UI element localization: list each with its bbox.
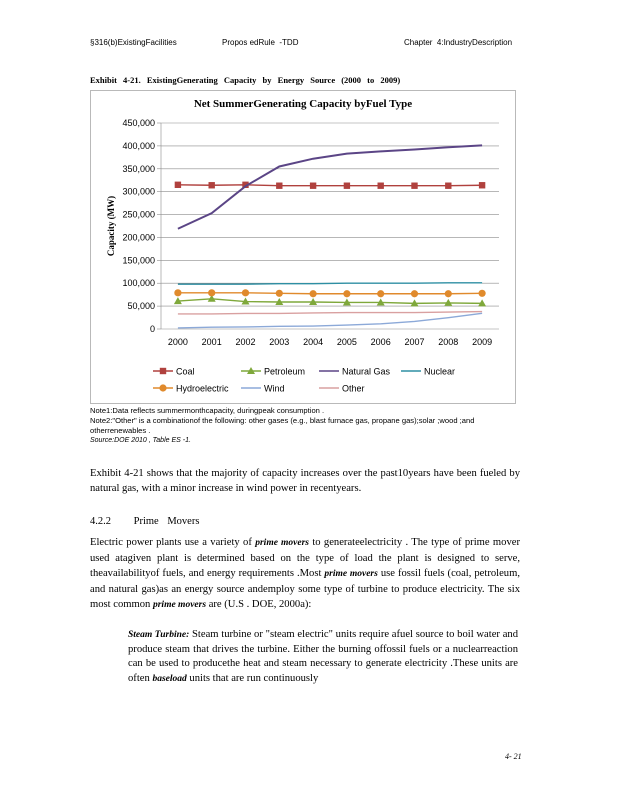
x-tick-label: 2004	[303, 337, 324, 347]
legend-label: Natural Gas	[342, 366, 391, 377]
note-2: Note2:"Other" is a combinationof the following: other gases (e.g., blast furnace gas, propane gas);solar ;wood ;and otherrenewables .	[90, 416, 475, 435]
text-run: units that are run continuously	[189, 672, 319, 684]
series-line	[178, 299, 482, 304]
legend-item	[241, 384, 285, 394]
y-tick-label: 150,000	[122, 255, 155, 266]
y-tick-label: 250,000	[122, 209, 155, 220]
chart-title: Net SummerGenerating Capacity byFuel Type	[193, 98, 413, 110]
series-coal	[175, 182, 486, 189]
chart-svg	[91, 91, 515, 403]
exhibit-title: Exhibit 4-21. ExistingGenerating Capacity by Energy Source (2000 to 2009)	[90, 75, 401, 85]
x-tick-labels	[168, 337, 492, 347]
text-run: to generateelectricity . The type of prime mover used atagiven plant is determined based on the type of load the plant is designed to serve, theavailabilityof fuels, and energy requirements .Most	[90, 537, 520, 579]
note-1: Note1:Data reflects summermonthcapacity, duringpeak consumption .	[90, 406, 325, 415]
section-title: Prime Movers	[133, 516, 200, 527]
series-line	[178, 312, 482, 314]
series-hydroelectric	[174, 289, 485, 297]
section-heading	[90, 516, 199, 527]
x-tick-label: 2005	[336, 337, 357, 347]
series-line	[178, 313, 482, 328]
text-run: Steam turbine or "steam electric" units require afuel source to boil water and produce steam that drives the turbine. Either the burning offossil fuels or a nuclearreaction can be used to producethe heat and steam necessary to generate electricity .These units are often	[128, 629, 518, 684]
paragraph-exhibit-summary: Exhibit 4-21 shows that the majority of capacity increases over the past10years have been fueled by natural gas, with a minor increase in wind power in recentyears.	[90, 468, 520, 494]
term-prime-movers: prime movers	[255, 538, 309, 548]
y-tick-label: 450,000	[122, 118, 155, 128]
data-point	[208, 289, 215, 296]
term-prime-movers: prime movers	[152, 600, 207, 610]
legend-label: Hydroelectric	[176, 383, 229, 394]
legend-label: Nuclear	[424, 366, 456, 377]
y-tick-labels	[122, 118, 155, 334]
note-source: Source:DOE 2010 , Table ES -1.	[90, 437, 191, 444]
x-tick-label: 2006	[370, 337, 391, 347]
legend-item	[153, 367, 195, 377]
x-tick-label: 2001	[201, 337, 222, 347]
y-tick-label: 200,000	[122, 232, 155, 243]
x-tick-label: 2009	[472, 337, 493, 347]
series-line	[178, 185, 482, 186]
data-point	[174, 289, 181, 296]
series-wind	[178, 313, 482, 328]
data-point	[343, 290, 350, 297]
paragraph-prime-movers	[90, 535, 520, 613]
chart-frame	[90, 90, 516, 404]
data-point	[344, 183, 350, 189]
data-point	[378, 183, 384, 189]
text-run: use fossil fuels (coal, petroleum, and natural gas)as an energy source andemploy some type of turbine to produce electricity. The six most common	[90, 568, 520, 610]
data-point	[276, 183, 282, 189]
legend-label: Petroleum	[264, 366, 306, 377]
section-number: 4.2.2	[90, 516, 111, 527]
y-tick-label: 50,000	[127, 301, 155, 312]
data-point	[377, 290, 384, 297]
series-line	[178, 145, 482, 228]
data-point	[160, 368, 166, 374]
legend-item	[319, 367, 391, 377]
series-line	[178, 293, 482, 294]
gridlines	[157, 123, 499, 329]
data-point	[242, 289, 249, 296]
data-point	[175, 182, 181, 188]
x-tick-label: 2000	[167, 337, 188, 347]
data-point	[411, 290, 418, 297]
bullet-steam-turbine	[128, 628, 518, 686]
series-petroleum	[174, 295, 486, 307]
legend-item	[319, 384, 365, 394]
data-point	[445, 290, 452, 297]
y-tick-label: 400,000	[122, 140, 155, 151]
data-point	[479, 290, 486, 297]
data-point	[310, 290, 317, 297]
legend-item	[401, 367, 455, 377]
data-point	[411, 183, 417, 189]
header-left: §316(b)ExistingFacilities	[90, 38, 177, 47]
header-right: Chapter 4:IndustryDescription	[404, 38, 513, 47]
legend-label: Other	[342, 383, 365, 394]
text-run: Electric power plants use a variety of	[90, 537, 252, 548]
series-lines	[174, 145, 486, 327]
data-point	[276, 290, 283, 297]
x-tick-label: 2007	[404, 337, 425, 347]
x-tick-label: 2008	[438, 337, 459, 347]
x-tick-label: 2002	[235, 337, 256, 347]
data-point	[310, 183, 316, 189]
y-tick-label: 100,000	[122, 278, 155, 289]
y-tick-label: 350,000	[122, 163, 155, 174]
y-axis-label: Capacity (MW)	[106, 195, 116, 257]
data-point	[479, 182, 485, 188]
legend-label: Coal	[176, 366, 195, 377]
data-point	[209, 182, 215, 188]
page-number: 4- 21	[505, 752, 522, 761]
legend-item	[153, 384, 229, 394]
legend-label: Wind	[264, 383, 285, 394]
header-center: Propos edRule -TDD	[222, 38, 299, 47]
data-point	[159, 384, 166, 391]
legend-item	[241, 367, 305, 377]
series-other	[178, 312, 482, 314]
y-tick-label: 0	[149, 324, 155, 334]
chart-notes	[90, 406, 520, 446]
x-tick-label: 2003	[269, 337, 290, 347]
legend	[153, 367, 455, 394]
data-point	[445, 183, 451, 189]
term-baseload: baseload	[152, 673, 187, 684]
series-natural-gas	[178, 145, 482, 228]
term-prime-movers: prime movers	[324, 569, 378, 579]
term-steam-turbine: Steam Turbine:	[128, 630, 190, 640]
text-run: are (U.S . DOE, 2000a):	[208, 599, 312, 610]
y-tick-label: 300,000	[122, 186, 155, 197]
